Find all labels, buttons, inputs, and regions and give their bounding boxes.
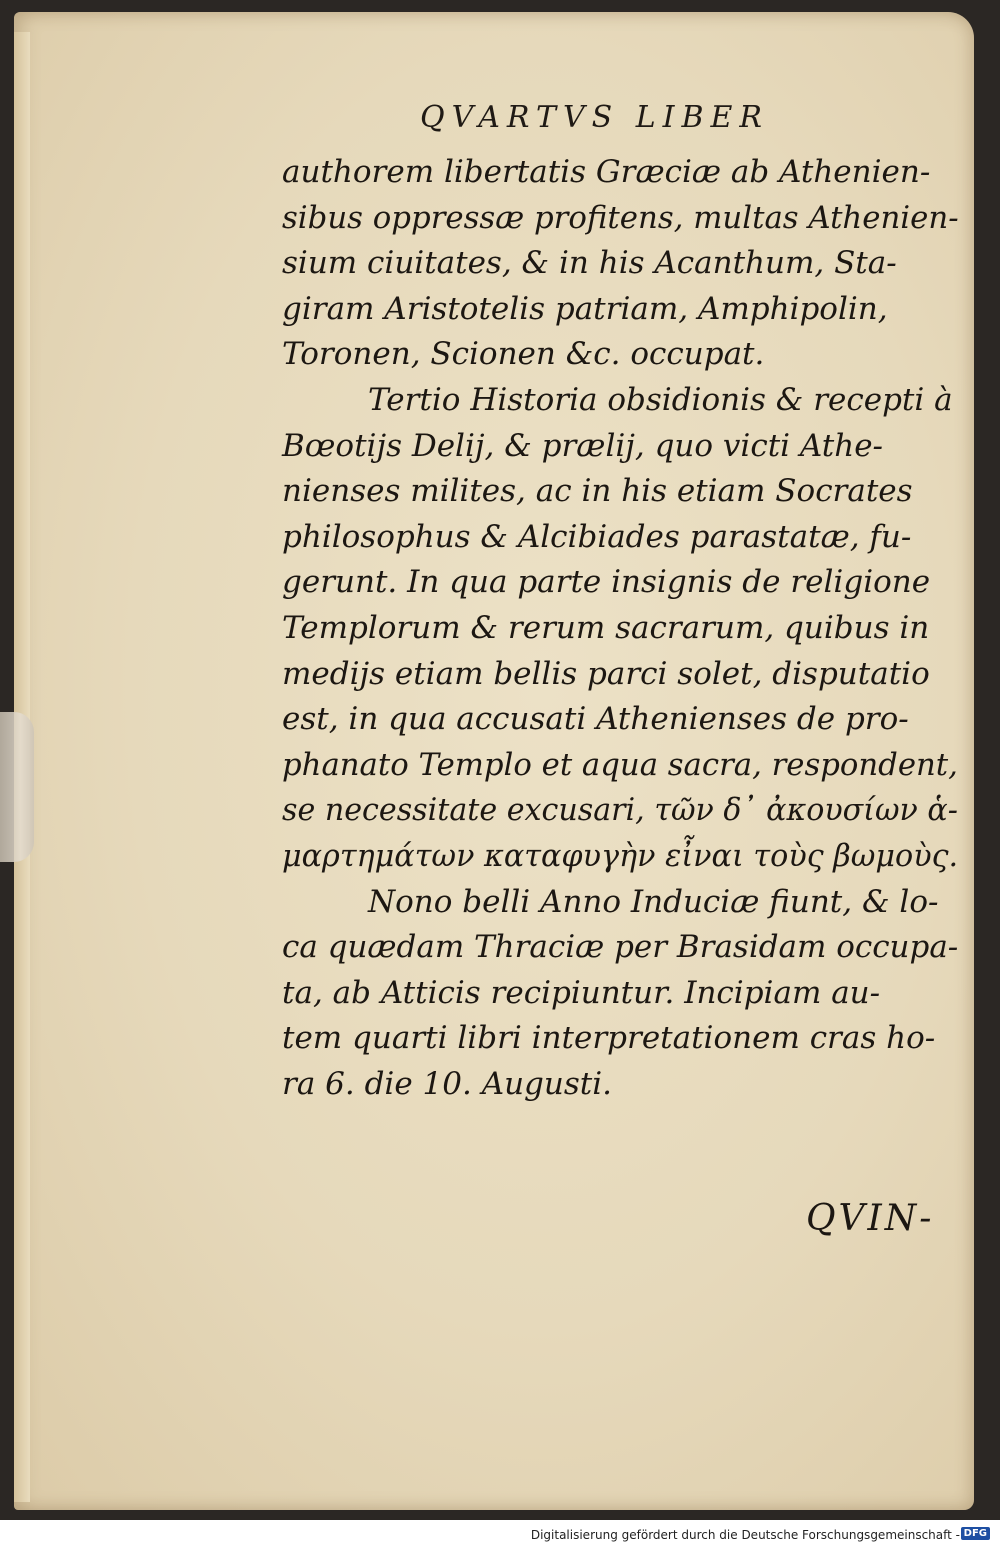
body-text <box>282 150 958 1107</box>
text-line: Templorum & rerum sacrarum, quibus in <box>282 609 930 646</box>
text-line: giram Aristotelis patriam, Amphipolin, <box>282 290 888 327</box>
text-line: ca quædam Thraciæ per Brasidam occupa- <box>282 929 959 966</box>
text-line: Nono belli Anno Induciæ fiunt, & lo- <box>368 883 939 920</box>
text-line: gerunt. In qua parte insignis de religione <box>282 564 931 601</box>
text-line: sium ciuitates, & in his Acanthum, Sta- <box>282 245 897 282</box>
text-line: philosophus & Alcibiades parastatæ, fu- <box>282 518 912 555</box>
text-line: se necessitate excusari, τῶν δ᾽ ἀκουσίων ἁ- <box>282 792 958 829</box>
catchword: QVIN- <box>806 1198 935 1239</box>
running-title: QVARTVS LIBER <box>420 100 770 135</box>
text-line: Toronen, Scionen &c. occupat. <box>282 336 765 373</box>
text-line: tem quarti libri interpretationem cras ho- <box>282 1020 936 1057</box>
page-clip <box>0 712 34 862</box>
text-line: nienses milites, ac in his etiam Socrates <box>282 473 913 510</box>
text-line: authorem libertatis Græciæ ab Athenien- <box>282 154 931 190</box>
text-line: ra 6. die 10. Augusti. <box>282 1065 612 1102</box>
text-line: est, in qua accusati Athenienses de pro- <box>282 701 909 738</box>
footer-credit: Digitalisierung gefördert durch die Deutsche Forschungsgemeinschaft - <box>530 1528 960 1542</box>
text-line: Bœotijs Delij, & prælij, quo victi Athe- <box>282 427 884 464</box>
text-line: Tertio Historia obsidionis & recepti à <box>368 381 953 418</box>
text-line: phanato Templo et aqua sacra, respondent, <box>282 746 958 783</box>
text-line: medijs etiam bellis parci solet, disputatio <box>282 655 930 692</box>
text-line: sibus oppressæ profitens, multas Athenien- <box>282 199 959 236</box>
greek-line: μαρτημάτων καταφυγὴν εἶναι τοὺς βωμοὺς. <box>282 837 959 874</box>
dfg-logo: DFG <box>961 1527 990 1540</box>
text-line: ta, ab Atticis recipiuntur. Incipiam au- <box>282 974 881 1011</box>
